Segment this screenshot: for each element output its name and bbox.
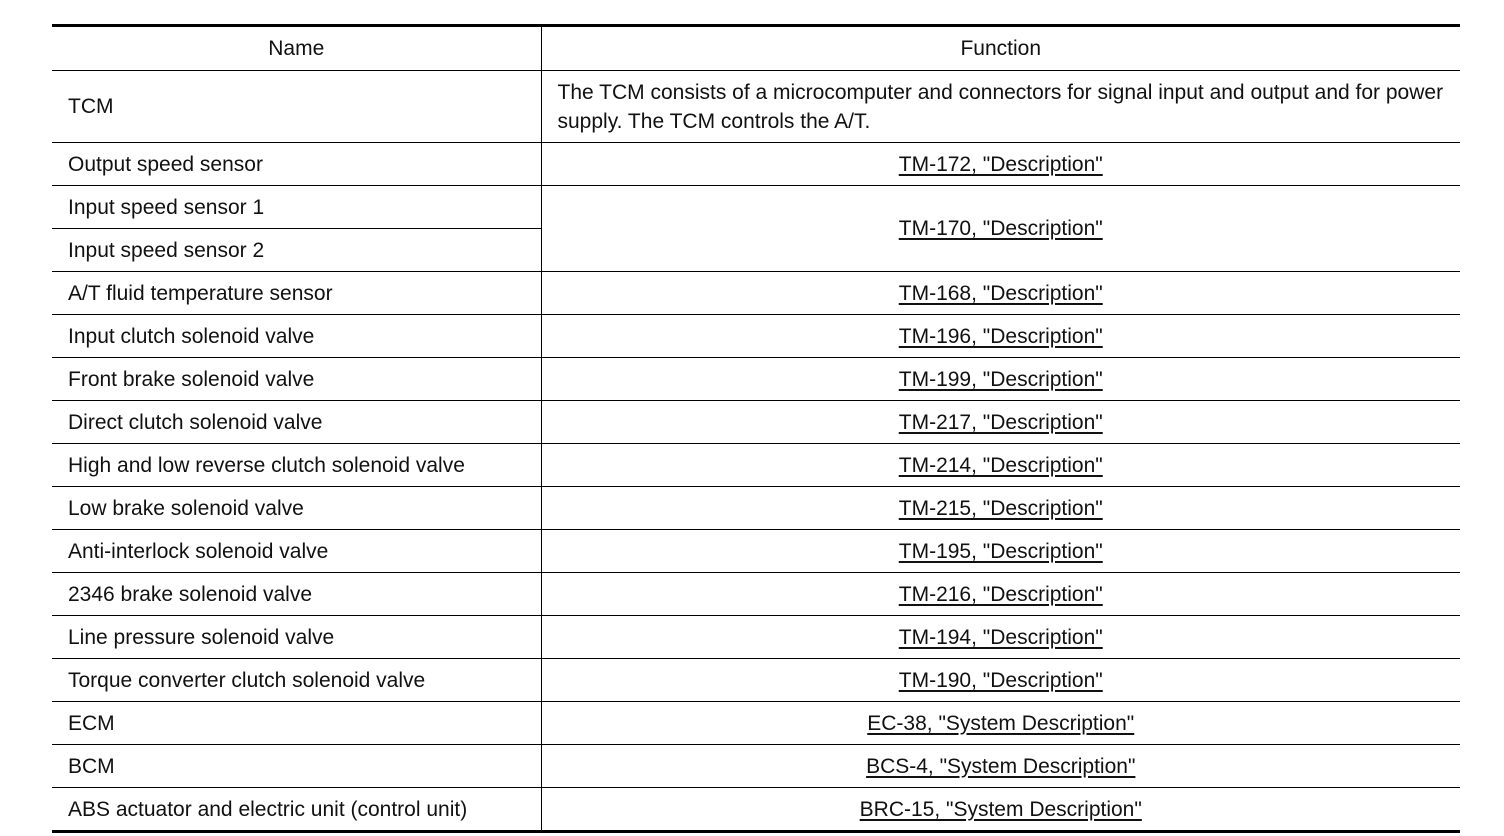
table-row <box>52 616 1460 659</box>
component-name: Low brake solenoid valve <box>52 487 541 530</box>
function-cell <box>541 358 1460 401</box>
header-function: Function <box>541 26 1460 71</box>
table-row <box>52 444 1460 487</box>
function-cell <box>541 272 1460 315</box>
component-name: Torque converter clutch solenoid valve <box>52 659 541 702</box>
function-cell <box>541 616 1460 659</box>
table-row <box>52 659 1460 702</box>
component-name: TCM <box>52 71 541 143</box>
tcm-function-text: The TCM consists of a microcomputer and connectors for signal input and output and for power supply. The TCM controls the A/T. <box>541 71 1460 143</box>
reference-link[interactable]: TM-195, "Description" <box>898 539 1103 563</box>
reference-link[interactable]: TM-168, "Description" <box>898 281 1103 305</box>
table-row <box>52 358 1460 401</box>
function-cell <box>541 745 1460 788</box>
function-cell <box>541 530 1460 573</box>
reference-link[interactable]: TM-190, "Description" <box>898 668 1103 692</box>
component-name: Input clutch solenoid valve <box>52 315 541 358</box>
component-name: Input speed sensor 1 <box>52 186 541 229</box>
function-cell <box>541 487 1460 530</box>
component-name: BCM <box>52 745 541 788</box>
component-name: Line pressure solenoid valve <box>52 616 541 659</box>
function-cell <box>541 659 1460 702</box>
component-name: Input speed sensor 2 <box>52 229 541 272</box>
reference-link[interactable]: TM-199, "Description" <box>898 367 1103 391</box>
component-name: High and low reverse clutch solenoid valve <box>52 444 541 487</box>
reference-link[interactable]: TM-196, "Description" <box>898 324 1103 348</box>
reference-link[interactable]: EC-38, "System Description" <box>867 711 1135 735</box>
component-name: Front brake solenoid valve <box>52 358 541 401</box>
component-function-table <box>52 24 1460 833</box>
reference-link[interactable]: TM-172, "Description" <box>898 152 1103 176</box>
table-row <box>52 186 1460 229</box>
component-name: ECM <box>52 702 541 745</box>
component-name: 2346 brake solenoid valve <box>52 573 541 616</box>
reference-link[interactable]: TM-170, "Description" <box>898 217 1103 240</box>
table-row <box>52 530 1460 573</box>
function-cell <box>541 444 1460 487</box>
function-cell <box>541 788 1460 832</box>
function-cell <box>541 573 1460 616</box>
table-row-tcm <box>52 71 1460 143</box>
table-row <box>52 788 1460 832</box>
header-name: Name <box>52 26 541 71</box>
table-row <box>52 573 1460 616</box>
table-row <box>52 487 1460 530</box>
table-row <box>52 272 1460 315</box>
reference-link[interactable]: TM-194, "Description" <box>898 625 1103 649</box>
table-row <box>52 143 1460 186</box>
table-row <box>52 702 1460 745</box>
table-row <box>52 745 1460 788</box>
table-row <box>52 401 1460 444</box>
component-name: A/T fluid temperature sensor <box>52 272 541 315</box>
component-name: Output speed sensor <box>52 143 541 186</box>
function-cell <box>541 143 1460 186</box>
reference-link[interactable]: TM-216, "Description" <box>898 582 1103 606</box>
function-cell <box>541 186 1460 272</box>
function-cell <box>541 401 1460 444</box>
component-name: Anti-interlock solenoid valve <box>52 530 541 573</box>
function-cell <box>541 315 1460 358</box>
reference-link[interactable]: TM-214, "Description" <box>898 453 1103 477</box>
reference-link[interactable]: BRC-15, "System Description" <box>859 797 1142 821</box>
table-row <box>52 315 1460 358</box>
table-header-row <box>52 26 1460 71</box>
reference-link[interactable]: BCS-4, "System Description" <box>866 754 1136 778</box>
function-cell <box>541 702 1460 745</box>
reference-link[interactable]: TM-217, "Description" <box>898 410 1103 434</box>
component-name: ABS actuator and electric unit (control unit) <box>52 788 541 832</box>
component-name: Direct clutch solenoid valve <box>52 401 541 444</box>
reference-link[interactable]: TM-215, "Description" <box>898 496 1103 520</box>
